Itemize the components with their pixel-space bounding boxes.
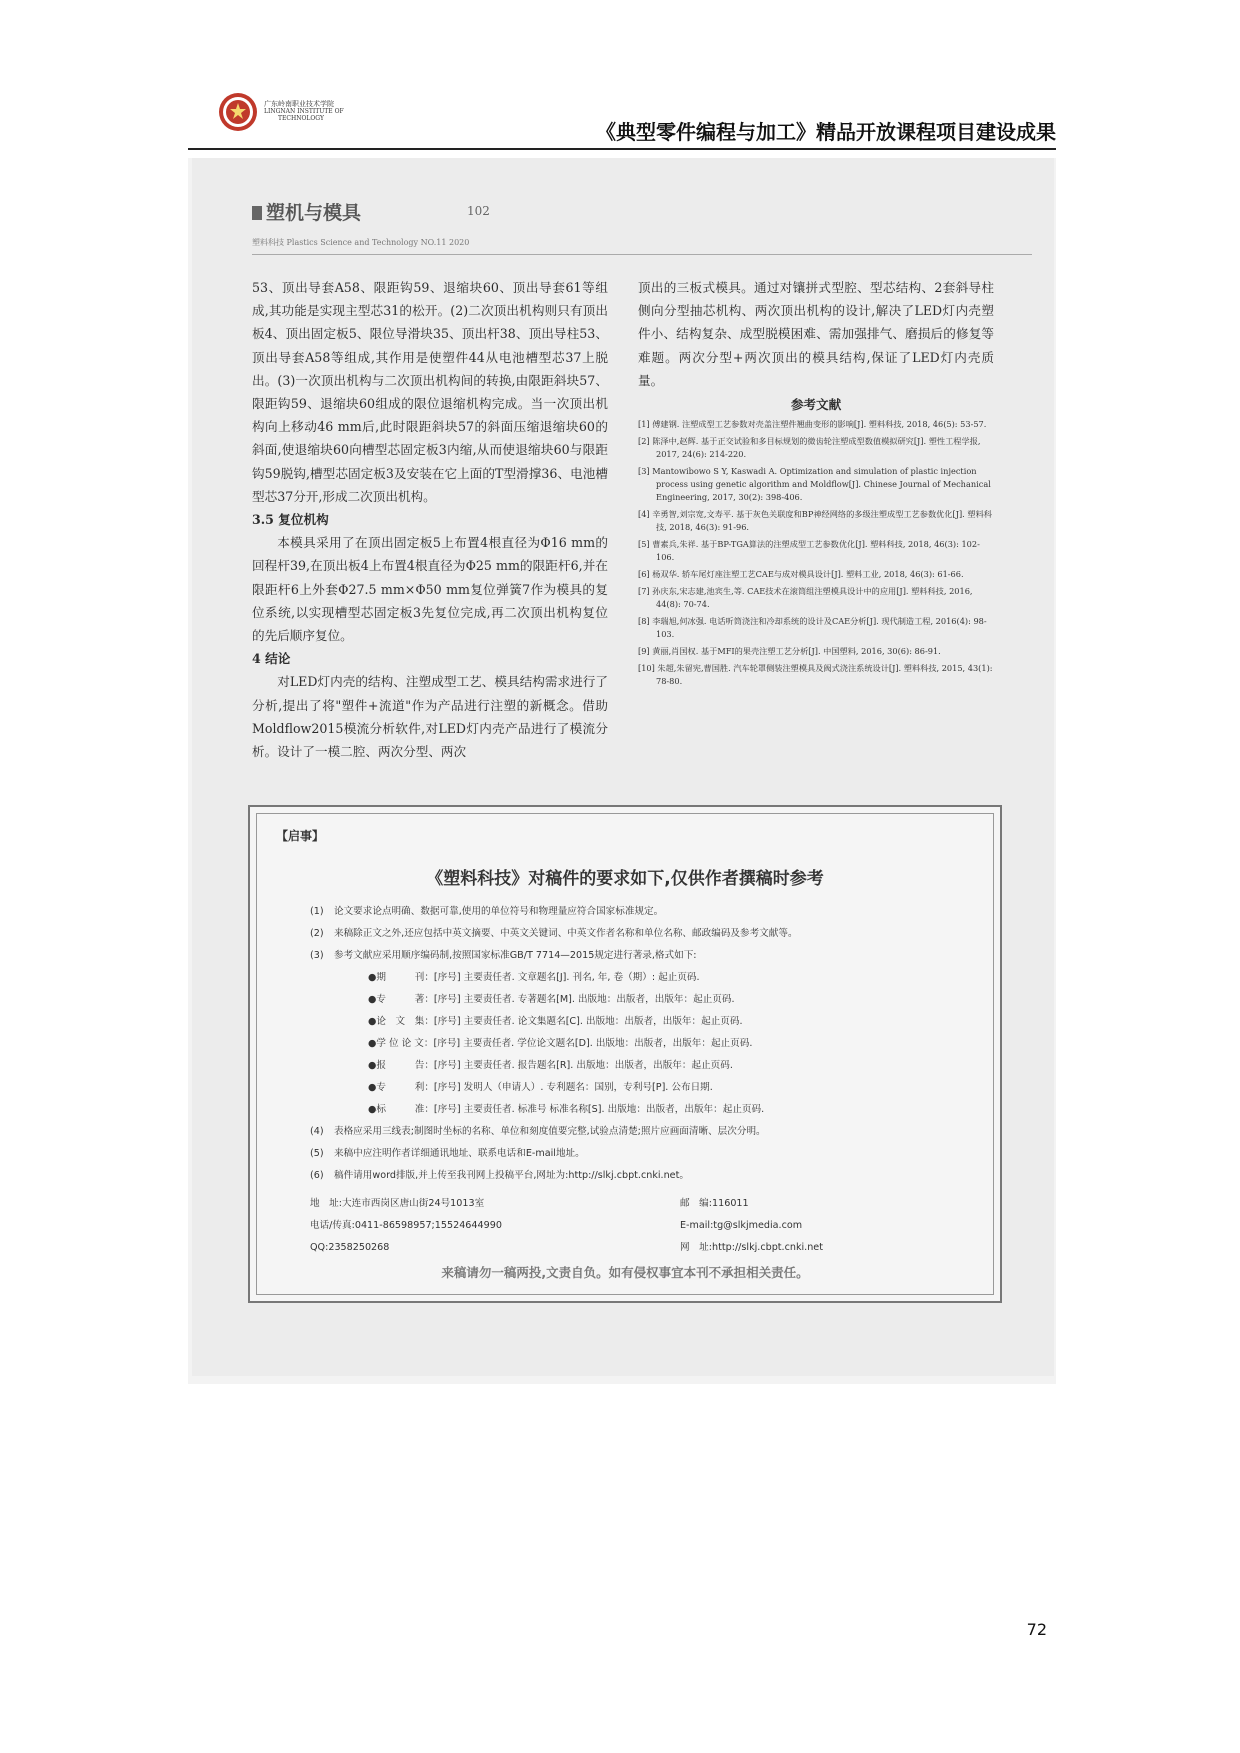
phone: 电话/传真:0411-86598957;15524644990 xyxy=(310,1220,502,1231)
citation-format: ●报 告：[序号] 主要责任者. 报告题名[R]. 出版地：出版者，出版年：起止页码. xyxy=(368,1060,733,1071)
divider xyxy=(252,254,1032,255)
journal-section-title xyxy=(252,198,361,225)
item-text: 表格应采用三线表;制图时坐标的名称、单位和刻度值要完整,试验点清楚;照片应画面清晰、层次分明。 xyxy=(334,1126,766,1137)
notice-box xyxy=(248,805,1002,1303)
reference-item: [6] 杨双华. 轿车尾灯座注塑工艺CAE与成对模具设计[J]. 塑料工业, 2018, 46(3): 61-66. xyxy=(638,569,964,580)
requirement-item xyxy=(310,1143,920,1165)
qq: QQ:2358250268 xyxy=(310,1242,390,1253)
item-number: (5) xyxy=(310,1148,324,1159)
item-text: 稿件请用word排版,并上传至我刊网上投稿平台,网址为:http://slkj.cbpt.cnki.net。 xyxy=(334,1170,689,1181)
reference-item: [5] 曹素兵,朱祥. 基于BP-TGA算法的注塑成型工艺参数优化[J]. 塑料科技, 2018, 46(3): 102-106. xyxy=(638,539,980,563)
paragraph: 顶出的三板式模具。通过对镶拼式型腔、型芯结构、2套斜导柱侧向分型抽芯机构、两次顶出机构的设计,解决了LED灯内壳塑件小、结构复杂、成型脱模困难、需加强排气、磨损后的修复等难题。两次分型+两次顶出的模具结构,保证了LED灯内壳质量。 xyxy=(638,280,994,388)
citation-format: ●学 位 论 文：[序号] 主要责任者. 学位论文题名[D]. 出版地：出版者，出版年：起止页码. xyxy=(368,1038,753,1049)
notice-title: 《塑料科技》对稿件的要求如下,仅供作者撰稿时参考 xyxy=(426,869,824,889)
item-number: (4) xyxy=(310,1126,324,1137)
paragraph: 本模具采用了在顶出固定板5上布置4根直径为Φ16 mm的回程杆39,在顶出板4上布置4根直径为Φ25 mm的限距杆6,并在限距杆6上外套Φ27.5 mm×Φ50 mm复位弹簧7作为模具的复位系统,以实现槽型芯固定板3先复位完成,再二次顶出机构复位的先后顺序复位。 xyxy=(252,535,608,644)
contact-row xyxy=(310,1215,920,1237)
contact-info xyxy=(310,1193,920,1259)
requirement-item xyxy=(310,1165,920,1187)
requirement-item xyxy=(310,1121,920,1143)
notice-footer: 来稿请勿一稿两投,文责自负。如有侵权事宜本刊不承担相关责任。 xyxy=(441,1265,809,1280)
reference-item: [9] 黄丽,肖国权. 基于MFI的果壳注塑工艺分析[J]. 中国塑料, 2016, 30(6): 86-91. xyxy=(638,646,941,657)
requirement-item xyxy=(310,923,920,945)
reference-item: [7] 孙庆东,宋志建,池宾生,等. CAE技术在滚筒组注塑模具设计中的应用[J]. 塑料科技, 2016, 44(8): 70-74. xyxy=(638,586,973,610)
school-name xyxy=(264,101,344,122)
reference-item: [10] 朱超,朱留宪,曹国胜. 汽车轮罩侧装注塑模具及阀式浇注系统设计[J]. 塑料科技, 2015, 43(1): 78-80. xyxy=(638,663,993,687)
header-title: 《典型零件编程与加工》精品开放课程项目建设成果 xyxy=(596,120,1056,144)
reference-list xyxy=(638,418,994,688)
citation-format: ●专 利：[序号] 发明人（申请人）. 专利题名：国别，专利号[P]. 公布日期. xyxy=(368,1082,713,1093)
email: E-mail:tg@slkjmedia.com xyxy=(680,1220,803,1231)
citation-format: ●期 刊：[序号] 主要责任者. 文章题名[J]. 刊名, 年, 卷（期）: 起止页码. xyxy=(368,972,700,983)
right-column xyxy=(638,276,994,692)
section-heading: 4 结论 xyxy=(252,651,291,667)
school-name-en-2: TECHNOLOGY xyxy=(278,115,324,122)
paragraph: 53、顶出导套A58、限距钩59、退缩块60、顶出导套61等组成,其功能是实现主型芯31的松开。(2)二次顶出机构则只有顶出板4、顶出固定板5、限位导滑块35、顶出杆38、顶出导柱53、顶出导套A58等组成,其作用是使塑件44从电池槽型芯37上脱出。(3)一次顶出机构与二次顶出机构间的转换,由限距斜块57、限距钩59、退缩块60组成的限位退缩机构完成。当一次顶出机构向上移动46 mm后,此时限距斜块57的斜面压缩退缩块60的斜面,使退缩块60向槽型芯固定板3内缩,从而使退缩块60与限距钩59脱钩,槽型芯固定板3及安装在它上面的T型滑撑36、电池槽型芯37分开,形成二次顶出机构。 xyxy=(252,280,608,504)
item-number: (6) xyxy=(310,1170,324,1181)
reference-item: [3] Mantowibowo S Y, Kaswadi A. Optimization and simulation of plastic injection process using genetic algorithm and Moldflow[J]. Chinese Journal of Mechanical Engineering, 2017, 30(2): 398-406. xyxy=(638,466,991,503)
school-logo-icon xyxy=(218,92,258,132)
reference-item: [8] 李瑞旭,何冰强. 电话听筒浇注和冷却系统的设计及CAE分析[J]. 现代制造工程, 2016(4): 98-103. xyxy=(638,616,987,640)
section-mark-icon xyxy=(252,206,262,220)
journal-page-number: 102 xyxy=(467,204,490,218)
contact-row xyxy=(310,1237,920,1259)
reference-item: [4] 辛勇智,刘宗宽,文寿平. 基于灰色关联度和BP神经网络的多级注塑成型工艺参数优化[J]. 塑料科技, 2018, 46(3): 91-96. xyxy=(638,509,992,533)
notice-requirements xyxy=(310,901,920,1187)
postcode: 邮 编:116011 xyxy=(680,1198,749,1209)
paragraph: 对LED灯内壳的结构、注塑成型工艺、模具结构需求进行了分析,提出了将"塑件+流道"作为产品进行注塑的新概念。借助Moldflow2015模流分析软件,对LED灯内壳产品进行了模流分析。设计了一模二腔、两次分型、两次 xyxy=(252,674,608,760)
item-text: 来稿中应注明作者详细通讯地址、联系电话和E-mail地址。 xyxy=(334,1148,585,1159)
school-name-cn: 广东岭南职业技术学院 xyxy=(264,100,334,108)
references-heading: 参考文献 xyxy=(790,397,842,413)
item-number: (1) xyxy=(310,906,324,917)
contact-row xyxy=(310,1193,920,1215)
citation-format: ●专 著：[序号] 主要责任者. 专著题名[M]. 出版地：出版者，出版年：起止页码. xyxy=(368,994,735,1005)
left-column xyxy=(252,276,608,763)
item-number: (3) xyxy=(310,950,324,961)
section-heading: 3.5 复位机构 xyxy=(252,512,329,528)
website: 网 址:http://slkj.cbpt.cnki.net xyxy=(680,1242,823,1253)
item-number: (2) xyxy=(310,928,324,939)
requirement-item xyxy=(310,901,920,923)
citation-format: ●标 准：[序号] 主要责任者. 标准号 标准名称[S]. 出版地：出版者，出版年：起止页码. xyxy=(368,1104,765,1115)
reference-item: [1] 傅建钢. 注塑成型工艺参数对壳盖注塑件翘曲变形的影响[J]. 塑料科技, 2018, 46(5): 53-57. xyxy=(638,419,987,430)
page-header xyxy=(188,92,1056,150)
notice-tag: 【启事】 xyxy=(276,829,325,843)
journal-section-text: 塑机与模具 xyxy=(266,202,362,224)
item-text: 论文要求论点明确、数据可靠,使用的单位符号和物理量应符合国家标准规定。 xyxy=(334,906,664,917)
citation-format: ●论 文 集：[序号] 主要责任者. 论文集题名[C]. 出版地：出版者，出版年：起止页码. xyxy=(368,1016,743,1027)
address: 地 址:大连市西岗区唐山街24号1013室 xyxy=(310,1198,485,1209)
item-text: 参考文献应采用顺序编码制,按照国家标准GB/T 7714—2015规定进行著录,格式如下: xyxy=(334,950,697,961)
item-text: 来稿除正文之外,还应包括中英文摘要、中英文关键词、中英文作者名称和单位名称、邮政编码及参考文献等。 xyxy=(334,928,798,939)
journal-subtitle: 塑料科技 Plastics Science and Technology NO.11 2020 xyxy=(252,238,470,247)
page-number: 72 xyxy=(1026,1620,1047,1639)
reference-item: [2] 陈泽中,赵辉. 基于正交试验和多目标规划的微齿轮注塑成型数值模拟研究[J]. 塑性工程学报, 2017, 24(6): 214-220. xyxy=(638,436,981,460)
school-name-en-1: LINGNAN INSTITUTE OF xyxy=(264,108,344,115)
requirement-item xyxy=(310,945,920,967)
